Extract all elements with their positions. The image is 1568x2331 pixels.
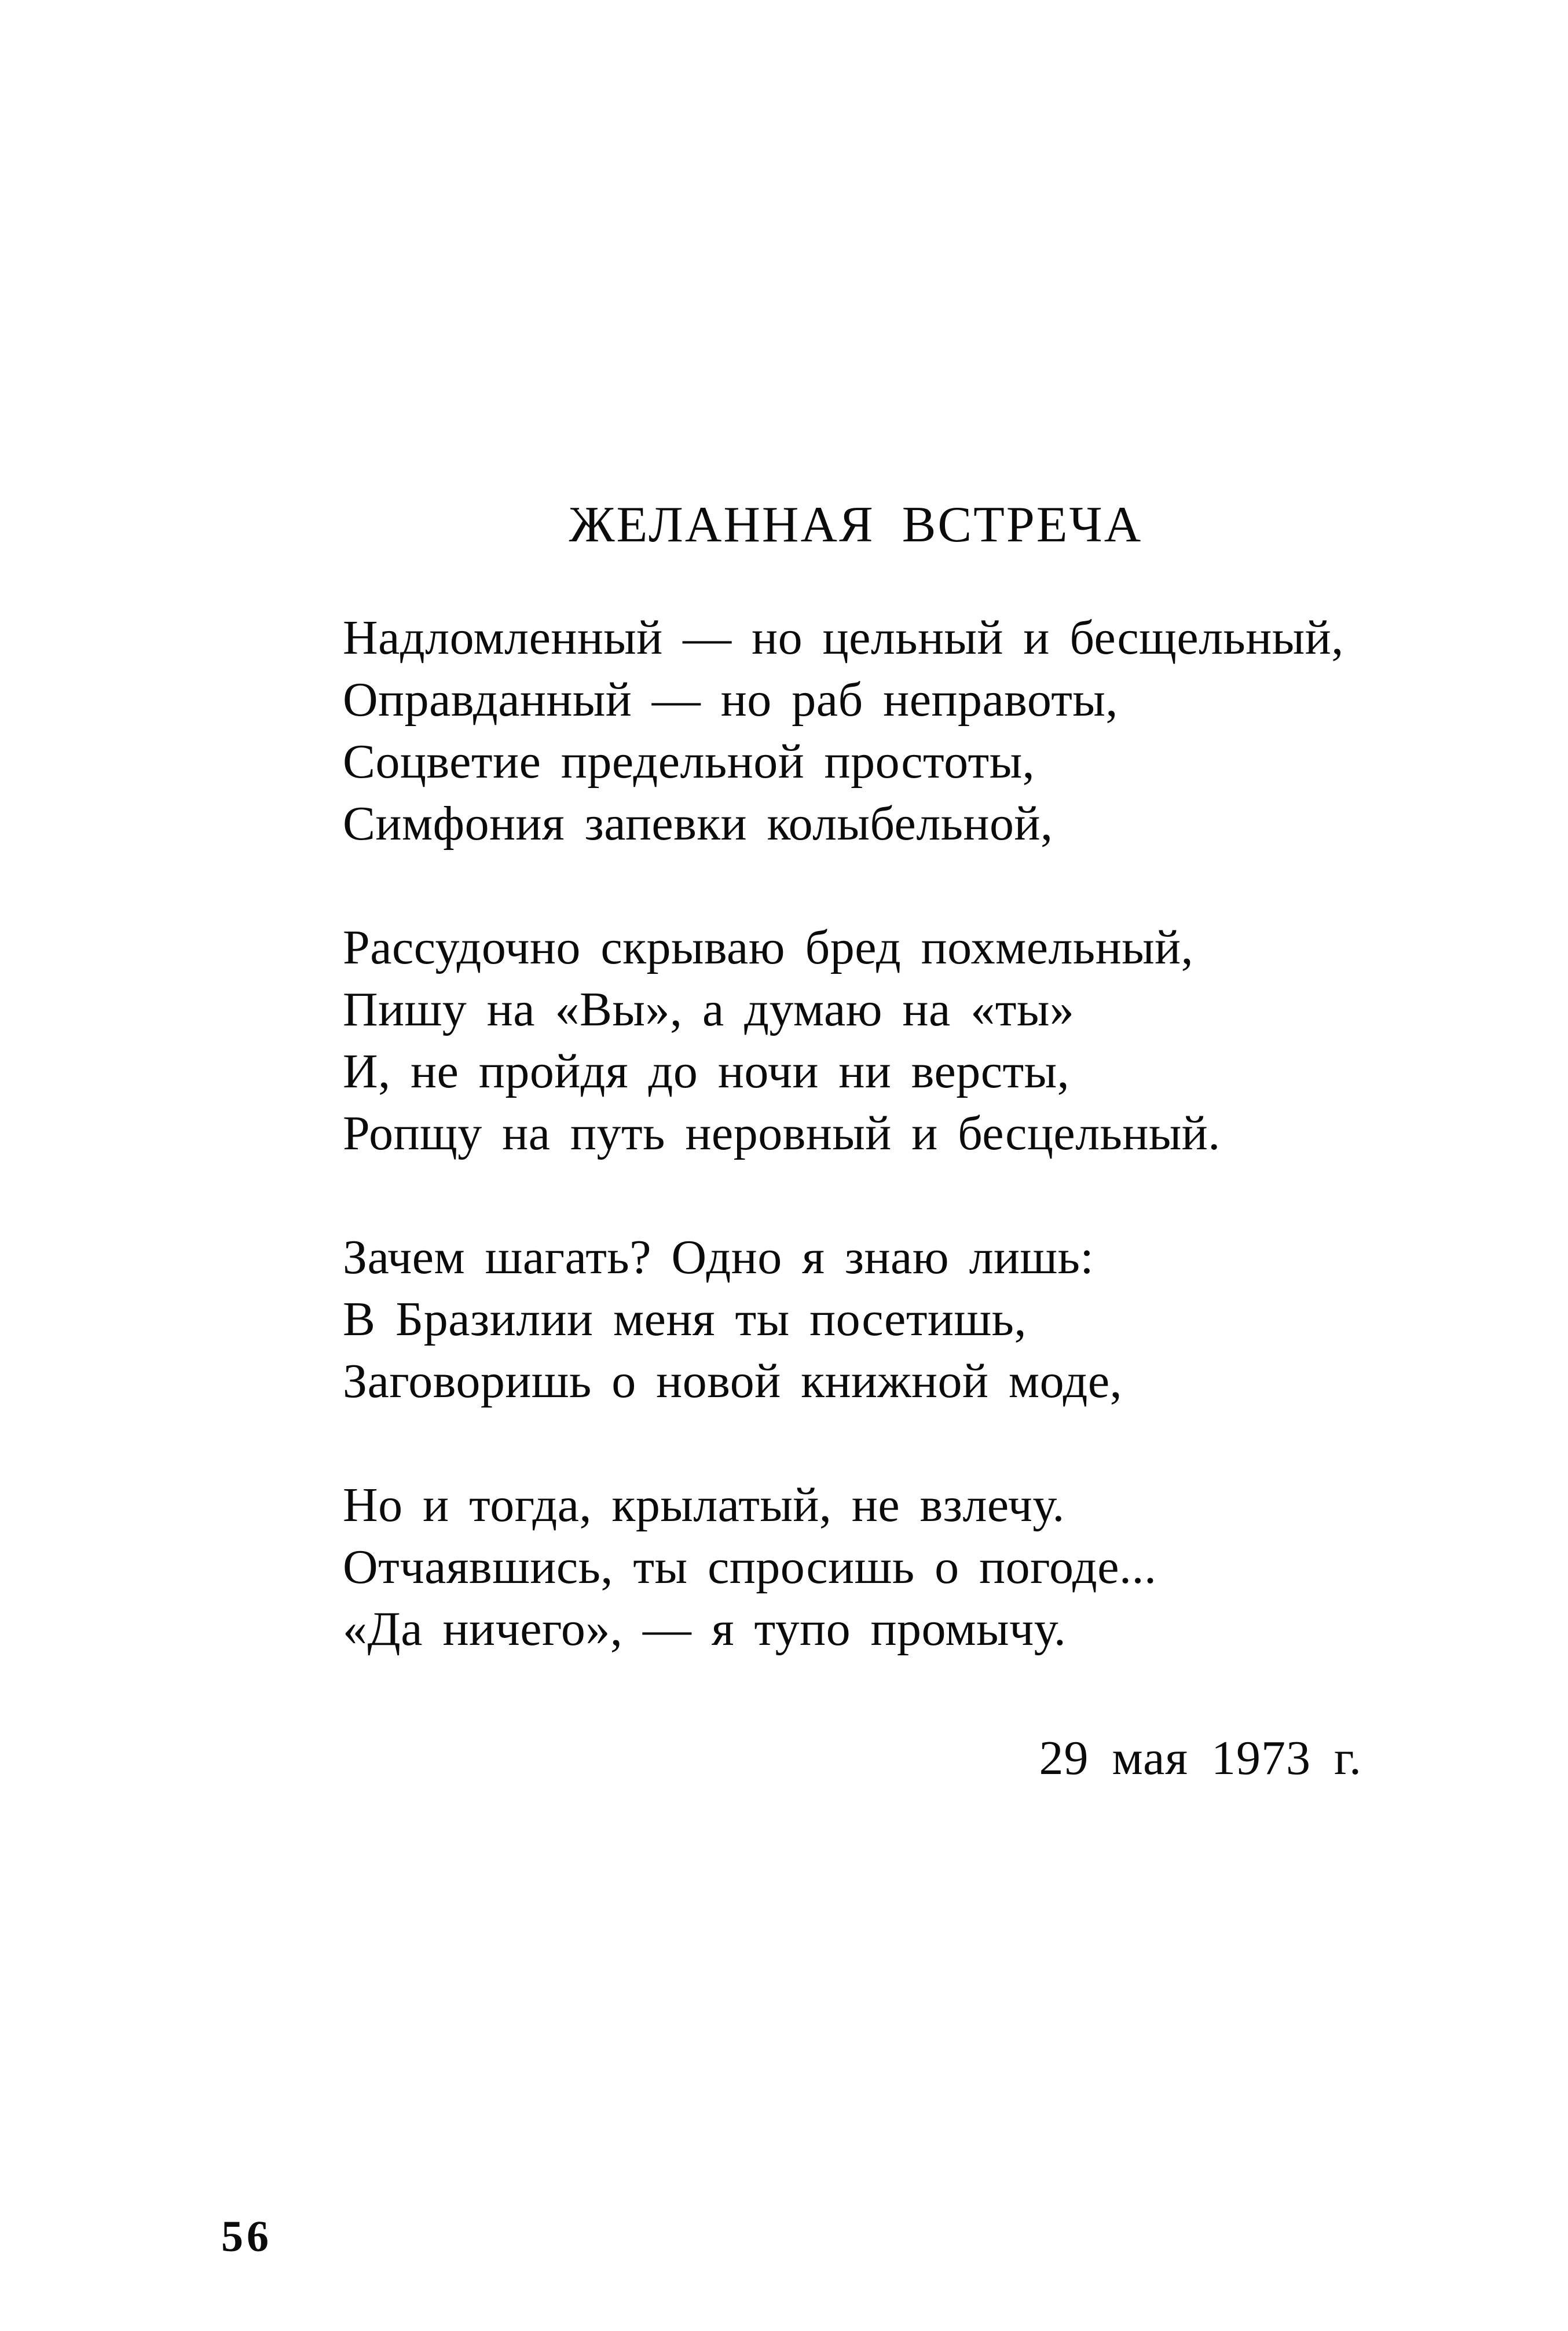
poem-line: Отчаявшись, ты спросишь о погоде... [343, 1540, 1157, 1594]
poem-line: В Бразилии меня ты посетишь, [343, 1292, 1027, 1346]
poem-line: Заговоришь о новой книжной моде, [343, 1354, 1123, 1408]
poem-line: Ропщу на путь неровный и бесцельный. [343, 1106, 1221, 1160]
poem-stanza-3 [343, 1226, 1344, 1412]
poem-line: «Да ничего», — я тупо промычу. [343, 1602, 1067, 1656]
page-number: 56 [221, 2212, 272, 2261]
poem-line: Рассудочно скрываю бред похмельный, [343, 921, 1194, 974]
poem-stanza-4 [343, 1474, 1344, 1660]
poem-line: Соцветие предельной простоты, [343, 735, 1035, 789]
poem-date: 29 мая 1973 г. [1039, 1731, 1362, 1785]
poem-line: Но и тогда, крылатый, не взлечу. [343, 1478, 1065, 1532]
poem-stanza-2 [343, 917, 1344, 1164]
poem-title: ЖЕЛАННАЯ ВСТРЕЧА [569, 497, 1143, 553]
poem-line: Зачем шагать? Одно я знаю лишь: [343, 1230, 1094, 1284]
poem-body [343, 607, 1344, 1722]
poem-line: Оправданный — но раб неправоты, [343, 673, 1118, 727]
poem-line: Надломленный — но цельный и бесщельный, [343, 611, 1344, 665]
poem-stanza-1 [343, 607, 1344, 855]
poem-line: Симфония запевки колыбельной, [343, 797, 1053, 851]
poem-line: И, не пройдя до ночи ни версты, [343, 1044, 1070, 1098]
poem-line: Пишу на «Вы», а думаю на «ты» [343, 983, 1075, 1036]
